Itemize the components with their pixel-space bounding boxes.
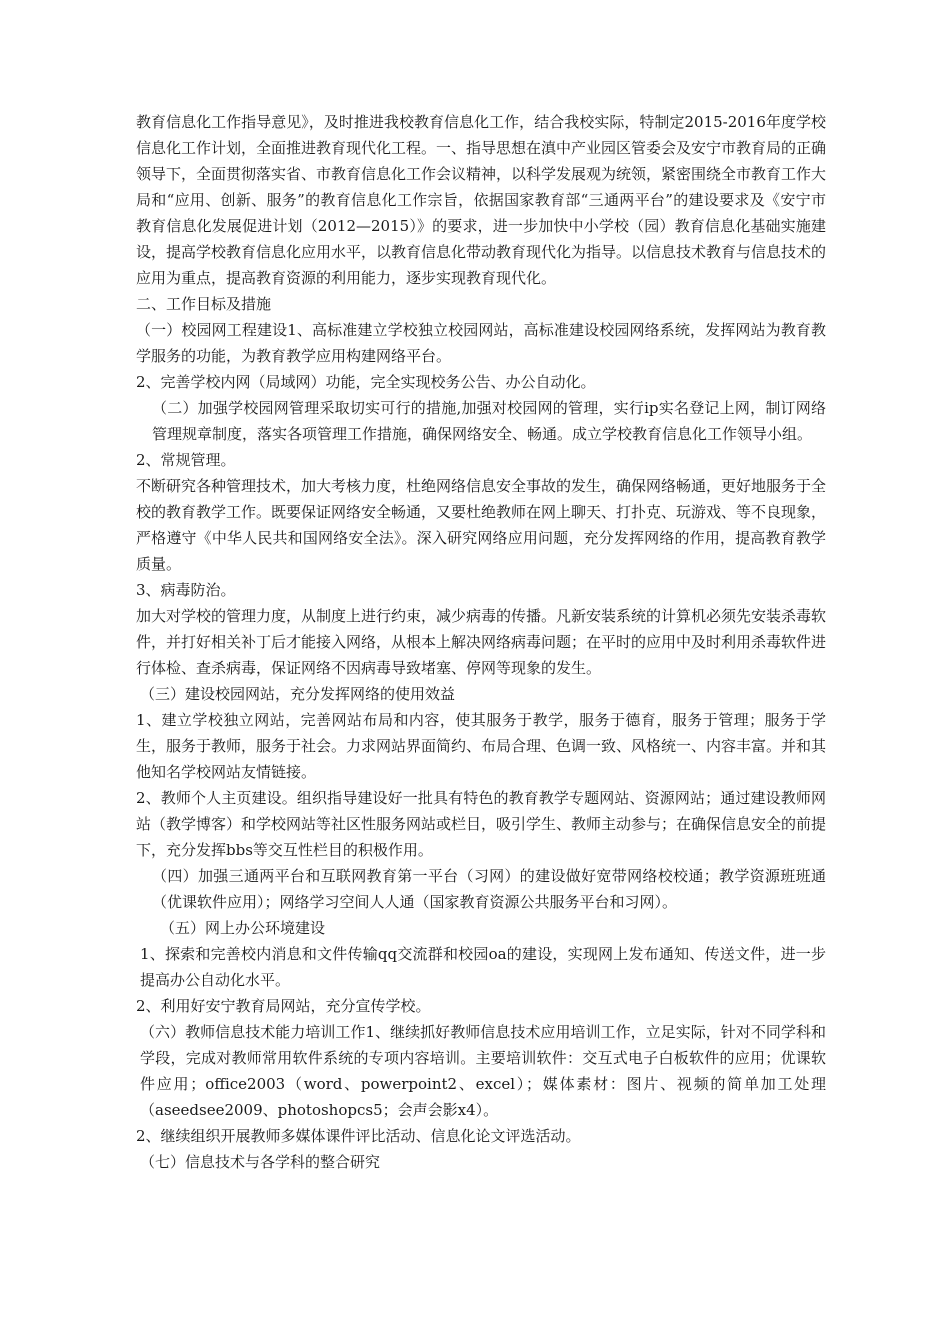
heading-goals-measures: 二、工作目标及措施 xyxy=(136,295,272,313)
paragraph-courseware-contest: 2、继续组织开展教师多媒体课件评比活动、信息化论文评选活动。 xyxy=(136,1127,581,1145)
paragraph-virus-prevention: 加大对学校的管理力度，从制度上进行约束，减少病毒的传播。凡新安装系统的计算机必须先安装杀毒软件，并打好相关补丁后才能接入网络，从根本上解决网络病毒问题；在平时的应用中及时利用杀毒软件进行体检、查杀病毒，保证网络不因病毒导致堵塞、停网等现象的发生。 xyxy=(136,607,827,677)
paragraph-school-website: 1、建立学校独立网站，完善网站布局和内容，使其服务于教学，服务于德育，服务于管理；服务于学生，服务于教师，服务于社会。力求网站界面简约、布局合理、色调一致、风格统一、内容丰富。并和其他知名学校网站友情链接。 xyxy=(136,711,827,781)
heading-routine-management: 2、常规管理。 xyxy=(136,451,236,469)
paragraph-teacher-training: （六）教师信息技术能力培训工作1、继续抓好教师信息技术应用培训工作，立足实际，针对不同学科和学段，完成对教师常用软件系统的专项内容培训。主要培训软件：交互式电子白板软件的应用；优课软件应用；office2003（word、powerpoint2、excel）；媒体素材：图片、视频的简单加工处理（aseedsee2009、photoshopcs5；会声会影x4）。 xyxy=(140,1023,826,1119)
paragraph-routine-management: 不断研究各种管理技术，加大考核力度，杜绝网络信息安全事故的发生，确保网络畅通，更好地服务于全校的教育教学工作。既要保证网络安全畅通，又要杜绝教师在网上聊天、打扑克、玩游戏、等不良现象，严格遵守《中华人民共和国网络安全法》。深入研究网络应用问题，充分发挥网络的作用，提高教育教学质量。 xyxy=(136,477,827,573)
heading-virus-prevention: 3、病毒防治。 xyxy=(136,581,236,599)
heading-subject-integration: （七）信息技术与各学科的整合研究 xyxy=(140,1153,381,1171)
paragraph-campus-network-construction: （一）校园网工程建设1、高标准建立学校独立校园网站，高标准建设校园网络系统，发挥网站为教育教学服务的功能，为教育教学应用构建网络平台。 xyxy=(136,321,826,365)
paragraph-intranet: 2、完善学校内网（局域网）功能，完全实现校务公告、办公自动化。 xyxy=(136,373,596,391)
paragraph-education-bureau-site: 2、利用好安宁教育局网站，充分宣传学校。 xyxy=(136,997,431,1015)
paragraph-online-office: 1、探索和完善校内消息和文件传输qq交流群和校园oa的建设，实现网上发布通知、传送文件，进一步提高办公自动化水平。 xyxy=(140,945,826,989)
heading-online-office: （五）网上办公环境建设 xyxy=(160,919,326,937)
heading-campus-website: （三）建设校园网站，充分发挥网络的使用效益 xyxy=(140,685,456,703)
paragraph-guiding-thought: 教育信息化工作指导意见》，及时推进我校教育信息化工作，结合我校实际，特制定2015-2016年度学校信息化工作计划，全面推进教育现代化工程。一、指导思想在滇中产业园区管委会及安宁市教育局的正确领导下，全面贯彻落实省、市教育信息化工作会议精神，以科学发展观为统领，紧密围绕全市教育工作大局和“应用、创新、服务”的教育信息化工作宗旨，依据国家教育部“三通两平台”的建设要求及《安宁市教育信息化发展促进计划（2012—2015）》的要求，进一步加快中小学校（园）教育信息化基础实施建设，提高学校教育信息化应用水平，以教育信息化带动教育现代化为指导。以信息技术教育与信息技术的应用为重点，提高教育资源的利用能力，逐步实现教育现代化。 xyxy=(136,113,827,287)
paragraph-teacher-homepage: 2、教师个人主页建设。组织指导建设好一批具有特色的教育教学专题网站、资源网站；通过建设教师网站（教学博客）和学校网站等社区性服务网站或栏目，吸引学生、教师主动参与；在确保信息安全的前提下，充分发挥bbs等交互性栏目的积极作用。 xyxy=(136,789,827,859)
paragraph-three-links-two-platforms: （四）加强三通两平台和互联网教育第一平台（习网）的建设做好宽带网络校校通；教学资源班班通（优课软件应用）；网络学习空间人人通（国家教育资源公共服务平台和习网）。 xyxy=(152,867,826,911)
document-body xyxy=(136,109,826,1175)
paragraph-network-management: （二）加强学校园网管理采取切实可行的措施,加强对校园网的管理，实行ip实名登记上网，制订网络管理规章制度，落实各项管理工作措施，确保网络安全、畅通。成立学校教育信息化工作领导小组。 xyxy=(152,399,826,443)
